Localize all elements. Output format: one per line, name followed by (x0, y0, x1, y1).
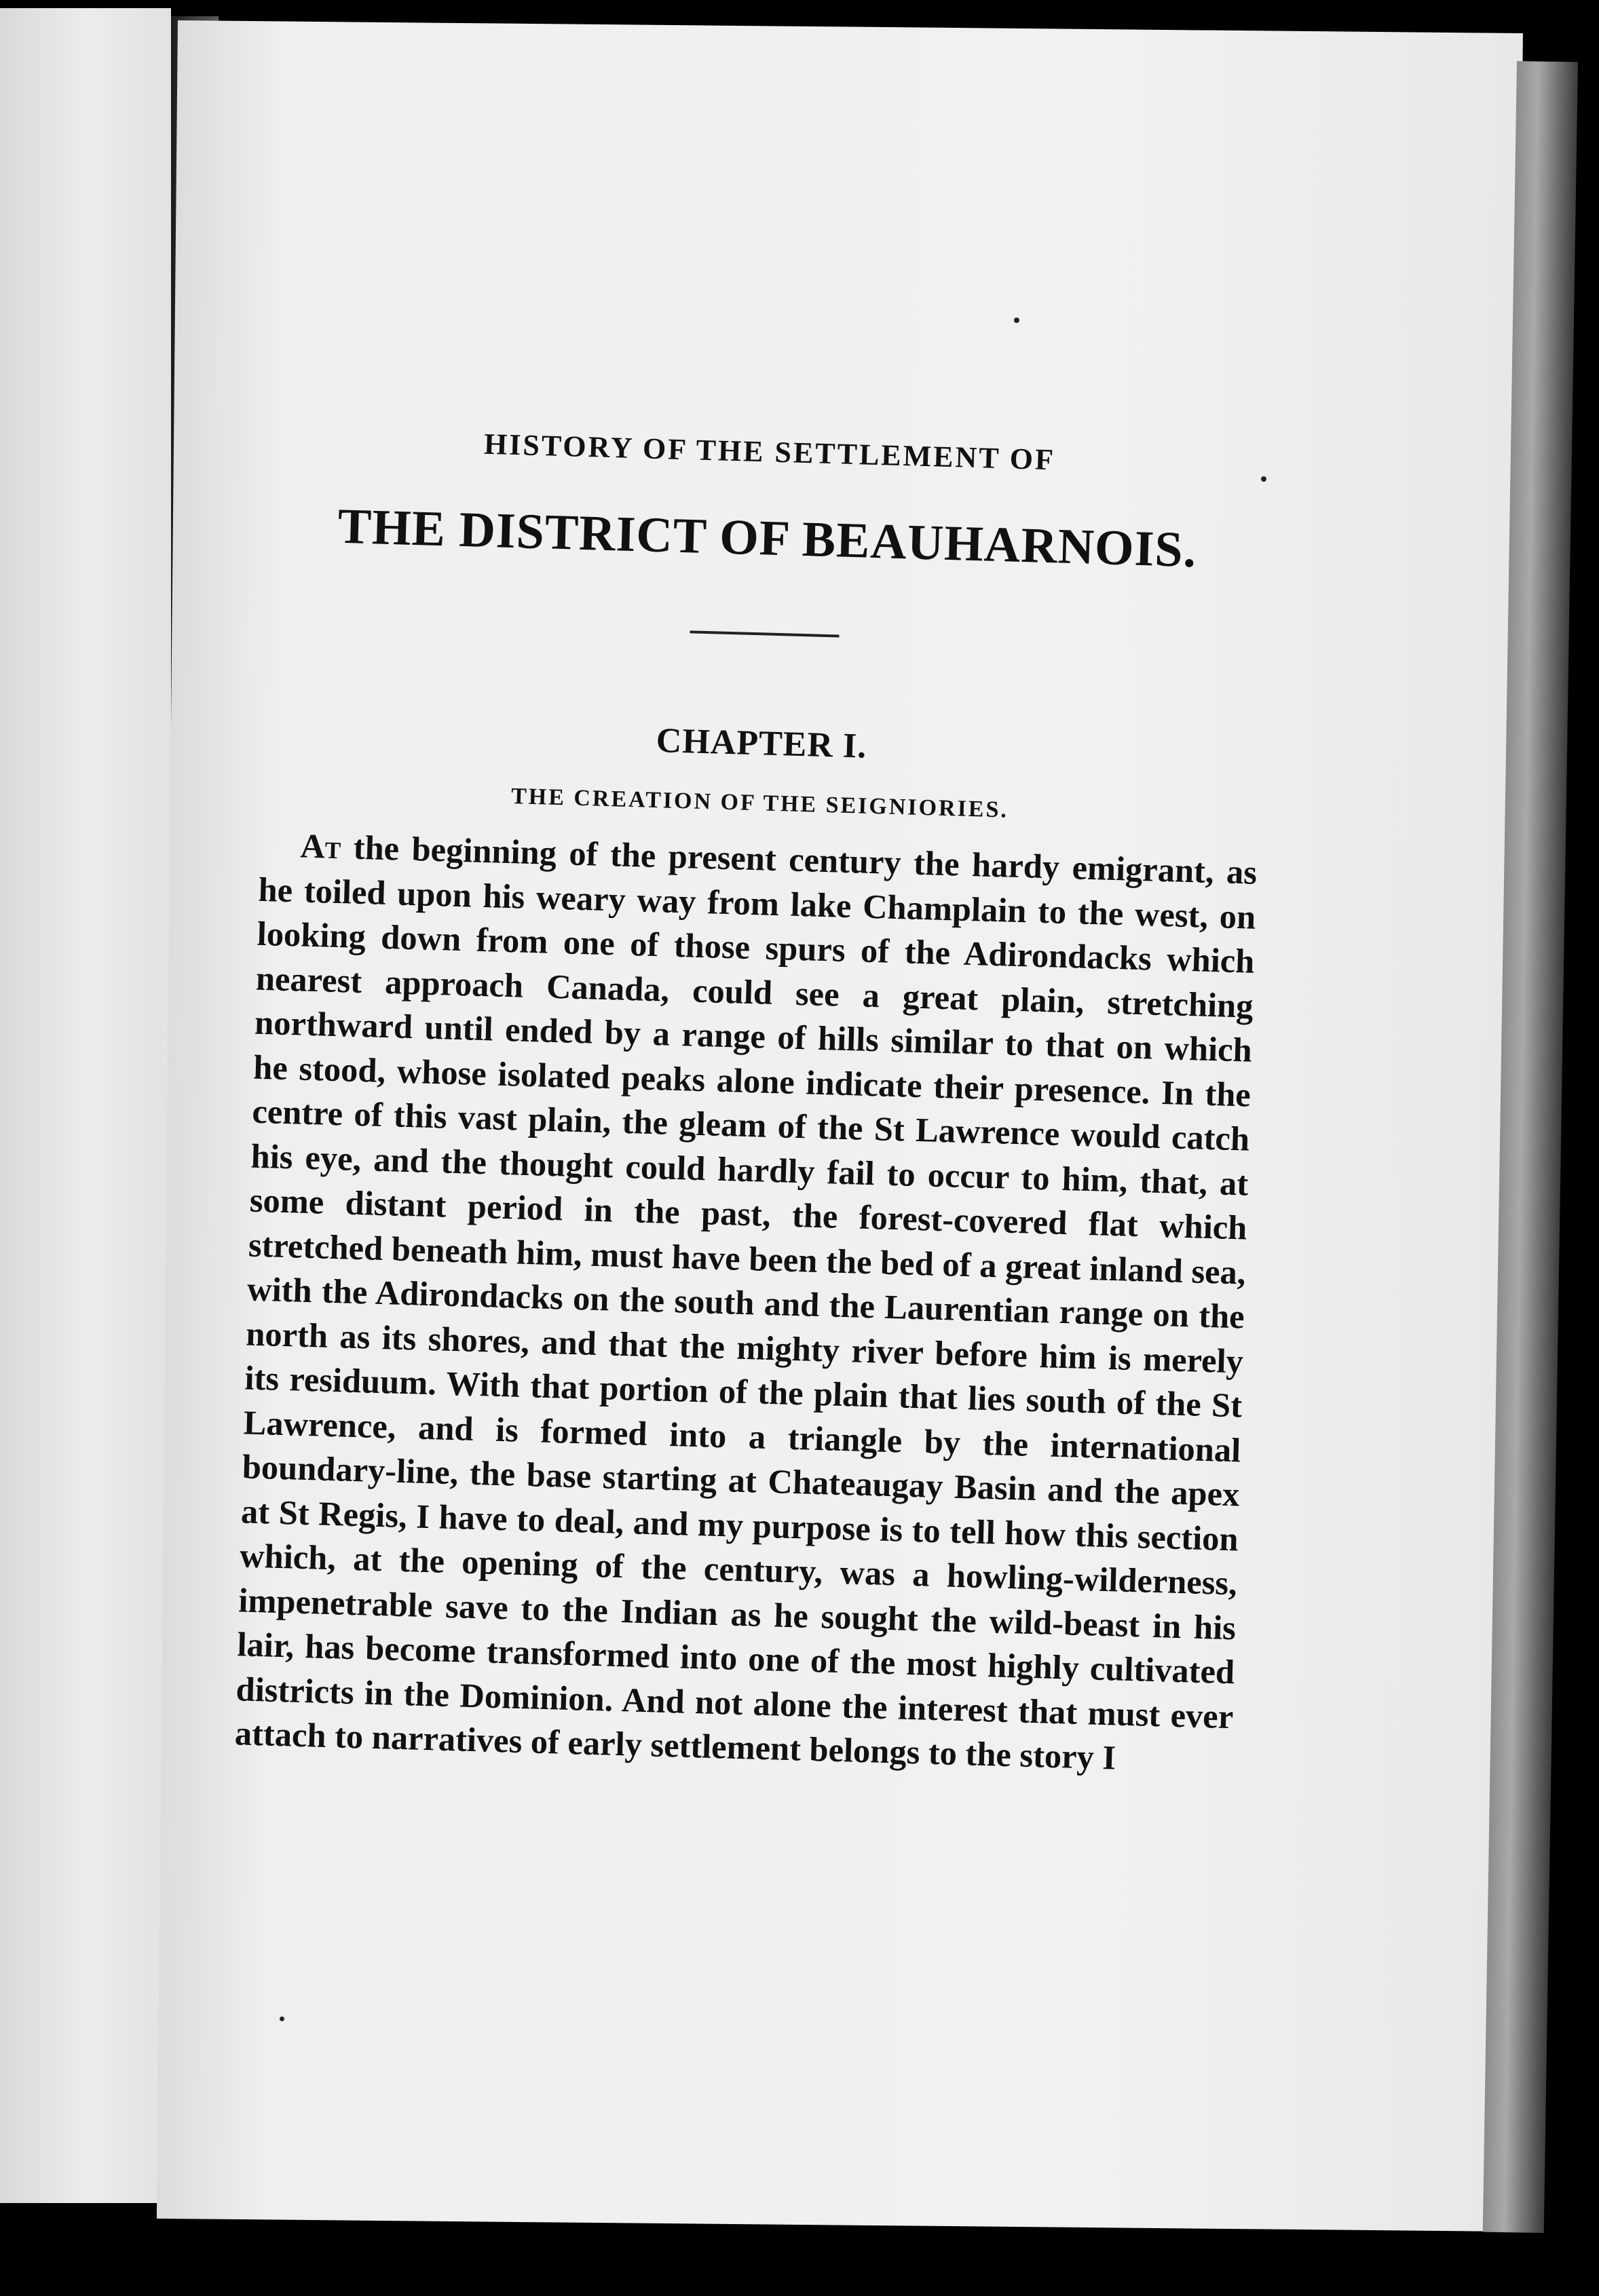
ink-speck (1014, 318, 1019, 323)
book-supertitle: HISTORY OF THE SETTLEMENT OF (483, 427, 1056, 477)
paragraph-text: the beginning of the present century the hardy emigrant, as he toiled upon his weary way from lake Champlain to the west, on looking down from one of those spurs of the Adirondacks which nearest approach Canada, could see a great plain, stretching northward until ended by a range of hills similar to that on which he stood, whose isolated peaks alone indicate their presence. In the centre of this vast plain, the gleam of the St Lawrence would catch his eye, and the thought could hardly fail to occur to him, that, at some distant period in the past, the forest-covered flat which stretched beneath him, must have been the bed of a great inland sea, with the Adirondacks on the south and the Laurentian range on the north as its shores, and that the mighty river before him is merely its residuum. With that portion of the plain that lies south of the St Lawrence, and is formed into a triangle by the international boundary-line, the base starting at Chateaugay Basin and the apex at St Regis, I have to deal, and my purpose is to tell how this section which, at the opening of the century, was a howling-wilderness, impenetrable save to the Indian as he sought the wild-beast in his lair, has become transformed into one of the most highly cultivated districts in the Dominion. And not alone the interest that must ever attach to narratives of early settlement belongs to the story I (234, 828, 1258, 1777)
opening-word: At (299, 826, 342, 866)
book-title: THE DISTRICT OF BEAUHARNOIS. (337, 498, 1198, 579)
body-paragraph (234, 823, 1258, 1784)
ink-speck (280, 2016, 284, 2021)
chapter-heading: CHAPTER I. (656, 721, 867, 766)
facing-page-edge (0, 8, 171, 2203)
page-text (234, 421, 1268, 1784)
title-rule (690, 630, 839, 637)
chapter-subtitle: THE CREATION OF THE SEIGNIORIES. (510, 784, 1009, 823)
